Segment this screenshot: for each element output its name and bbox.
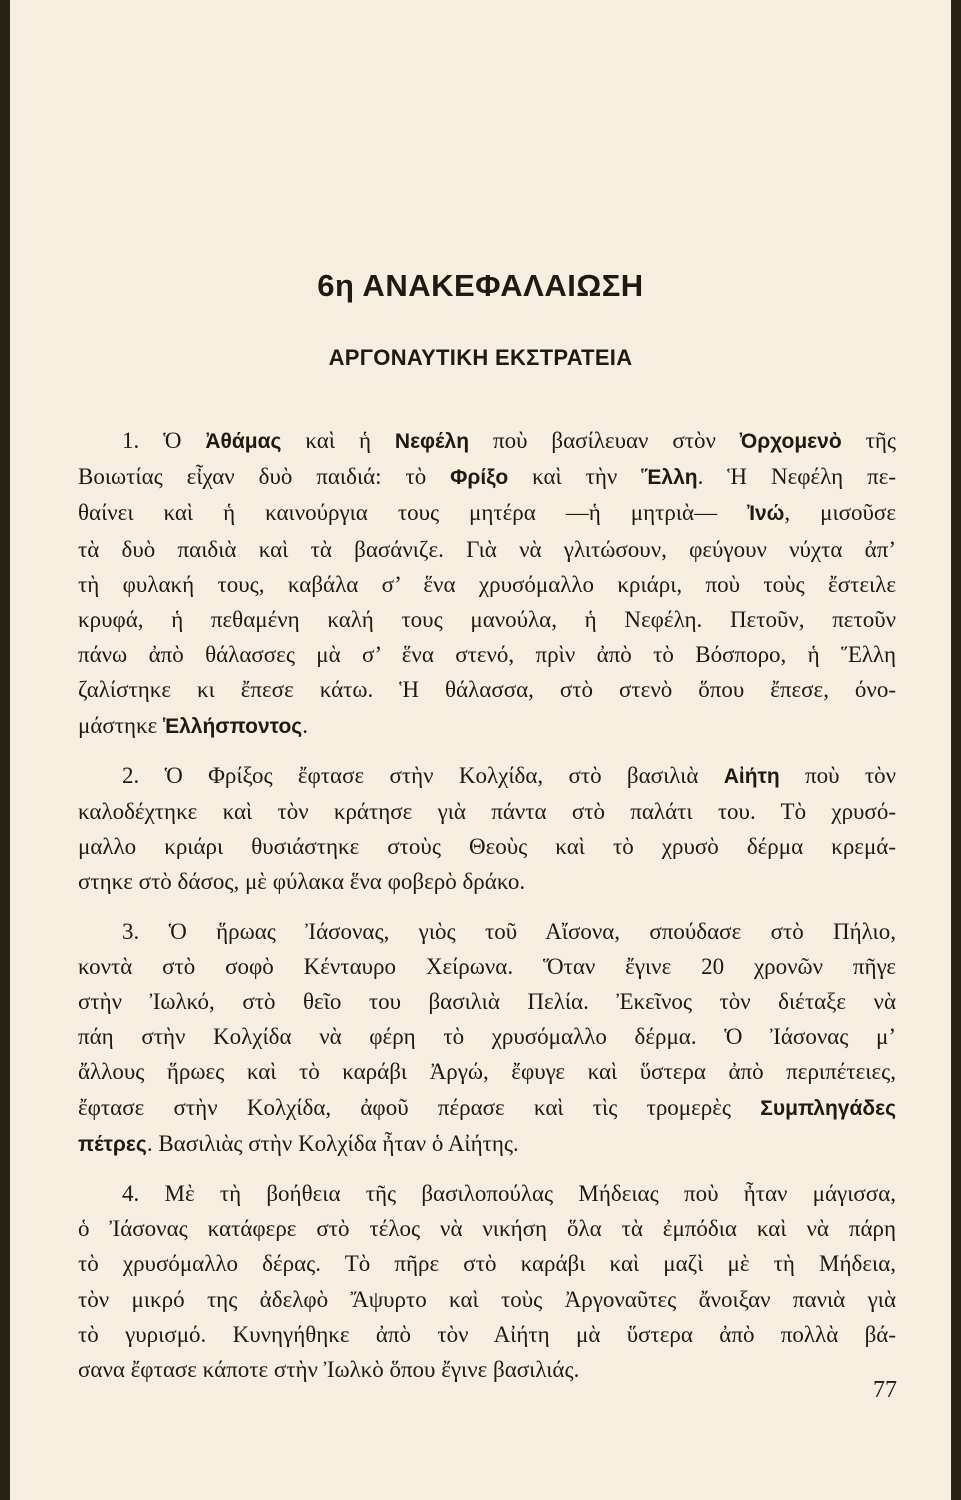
text-line — [78, 758, 896, 794]
text-segment: στηκε στὸ δάσος, μὲ φύλακα ἕνα φοβερὸ δράκο. — [78, 869, 526, 895]
text-line — [78, 829, 896, 864]
text-line — [78, 1352, 896, 1387]
text-segment: πάνω ἀπὸ θάλασσες μὰ σ’ ἕνα στενό, πρὶν ἀπὸ τὸ Βόσπορο, ἡ Ἕλλη — [78, 642, 896, 668]
page-number: 77 — [873, 1377, 897, 1403]
text-segment: μάστηκε — [78, 712, 164, 738]
bold-term: Φρίξο — [450, 466, 509, 490]
text-segment: ἔφτασε στὴν Κολχίδα, ἀφοῦ πέρασε καὶ τὶς τρομερὲς — [78, 1094, 761, 1120]
text-line — [78, 708, 896, 744]
text-segment: Βοιωτίας εἶχαν δυὸ παιδιά: τὸ — [78, 464, 451, 490]
text-segment: 4. Μὲ τὴ βοήθεια τῆς βασιλοπούλας Μήδειας ποὺ ἦταν μάγισσα, — [122, 1181, 896, 1207]
bold-term: Συμπληγάδες — [760, 1096, 896, 1120]
text-segment: κοντὰ στὸ σοφὸ Κένταυρο Χείρωνα. Ὅταν ἔγινε 20 χρονῶν πῆγε — [78, 953, 896, 979]
text-segment: τὸ γυρισμό. Κυνηγήθηκε ἀπὸ τὸν Αἰήτη μὰ ὕστερα ἀπὸ πολλὰ βά- — [78, 1321, 896, 1347]
text-segment: τὸ χρυσόμαλλο δέρας. Τὸ πῆρε στὸ καράβι καὶ μαζὶ μὲ τὴ Μήδεια, — [78, 1251, 896, 1277]
text-segment: τὴ φυλακή τους, καβάλα σ’ ἕνα χρυσόμαλλο κριάρι, ποὺ τοὺς ἔστειλε — [78, 571, 896, 597]
text-line — [78, 423, 896, 459]
text-segment: ποὺ τὸν — [779, 762, 896, 788]
text-line — [78, 1211, 896, 1246]
text-segment: σανα ἔφτασε κάποτε στὴν Ἰωλκὸ ὅπου ἔγινε βασιλιάς. — [78, 1357, 580, 1383]
bold-term: πέτρες — [78, 1132, 147, 1156]
text-line — [78, 567, 896, 602]
bold-term: Ἀθάμας — [205, 430, 282, 453]
text-segment: ἄλλους ἥρωες καὶ τὸ καράβι Ἀργώ, ἔφυγε καὶ ὕστερα ἀπὸ περιπέτειες, — [78, 1059, 896, 1085]
text-line — [78, 637, 896, 672]
text-line — [78, 949, 896, 984]
text-segment: ὁ Ἰάσονας κατάφερε στὸ τέλος νὰ νικήση ὅλα τὰ ἐμπόδια καὶ νὰ πάρη — [78, 1216, 896, 1242]
text-segment: θαίνει καὶ ἡ καινούργια τους μητέρα —ἡ μητριὰ— — [78, 500, 748, 526]
bold-term: Ἑλλήσποντος — [163, 714, 303, 738]
text-line — [78, 1090, 896, 1126]
paragraph-2 — [78, 758, 896, 900]
chapter-subtitle: ΑΡΓΟΝΑΥΤΙΚΗ ΕΚΣΤΡΑΤΕΙΑ — [328, 345, 633, 370]
text-line — [78, 532, 896, 567]
text-line — [78, 495, 896, 531]
text-line — [78, 794, 896, 829]
text-segment: . — [302, 712, 308, 738]
text-segment: ζαλίστηκε κι ἔπεσε κάτω. Ἡ θάλασσα, στὸ στενὸ ὅπου ἔπεσε, όνο- — [78, 677, 896, 703]
text-segment: . Βασιλιὰς στὴν Κολχίδα ἦταν ὁ Αἰήτης. — [146, 1130, 519, 1156]
text-segment: καὶ ἡ — [281, 428, 395, 453]
text-segment: , μισοῦσε — [784, 500, 896, 526]
text-segment: καὶ τὴν — [508, 464, 642, 490]
paragraph-1 — [78, 423, 896, 744]
text-line — [78, 1019, 896, 1054]
paragraph-3 — [78, 914, 896, 1162]
text-line — [78, 914, 896, 949]
text-segment: 1. Ὁ — [122, 428, 206, 453]
scan-edge-left — [0, 0, 10, 1500]
text-line — [78, 1176, 896, 1211]
text-segment: τὰ δυὸ παιδιὰ καὶ τὰ βασάνιζε. Γιὰ νὰ γλιτώσουν, φεύγουν νύχτα ἀπ’ — [78, 536, 896, 562]
text-segment: πάη στὴν Κολχίδα νὰ φέρη τὸ χρυσόμαλλο δέρμα. Ὁ Ἰάσονας μ’ — [78, 1024, 896, 1050]
text-segment: μαλλο κριάρι θυσιάστηκε στοὺς Θεοὺς καὶ τὸ χρυσὸ δέρμα κρεμά- — [78, 834, 896, 860]
text-line — [78, 1282, 896, 1317]
text-line — [78, 1246, 896, 1281]
text-line — [78, 1054, 896, 1089]
chapter-title: 6η ΑΝΑΚΕΦΑΛΑΙΩΣΗ — [317, 268, 644, 303]
text-line — [78, 864, 896, 899]
text-segment: καλοδέχτηκε καὶ τὸν κράτησε γιὰ πάντα στὸ παλάτι του. Τὸ χρυσό- — [78, 799, 896, 825]
text-segment: κρυφά, ἡ πεθαμένη καλή τους μανούλα, ἡ Νεφέλη. Πετοῦν, πετοῦν — [78, 607, 896, 633]
bold-term: Ἕλλη — [641, 466, 698, 490]
text-line — [78, 602, 896, 637]
bold-term: Ὀρχομενὸ — [739, 430, 842, 453]
text-segment: . Ἡ Νεφέλη πε- — [697, 464, 897, 490]
text-segment: στὴν Ἰωλκό, στὸ θεῖο του βασιλιὰ Πελία. Ἐκεῖνος τὸν διέταξε νὰ — [78, 989, 896, 1015]
text-line — [78, 1126, 896, 1162]
bold-term: Ἰνώ — [747, 502, 785, 526]
paragraph-4 — [78, 1176, 896, 1387]
text-segment: τὸν μικρό της ἀδελφὸ Ἄψυρτο καὶ τοὺς Ἀργοναῦτες ἄνοιξαν πανιὰ γιὰ — [78, 1286, 896, 1312]
scan-edge-right — [951, 0, 961, 1500]
bold-term: Αἰήτη — [723, 764, 780, 788]
text-line — [78, 672, 896, 707]
summary-body — [78, 423, 896, 1401]
text-segment: τῆς — [841, 428, 896, 453]
text-line — [78, 984, 896, 1019]
text-segment: 3. Ὁ ἥρωας Ἰάσονας, γιὸς τοῦ Αἴσονα, σπούδασε στὸ Πήλιο, — [122, 918, 896, 944]
text-line — [78, 1317, 896, 1352]
bold-term: Νεφέλη — [394, 430, 470, 453]
text-segment: 2. Ὁ Φρίξος ἔφτασε στὴν Κολχίδα, στὸ βασιλιὰ — [122, 762, 724, 788]
text-line — [78, 459, 896, 495]
text-segment: ποὺ βασίλευαν στὸν — [469, 428, 740, 453]
